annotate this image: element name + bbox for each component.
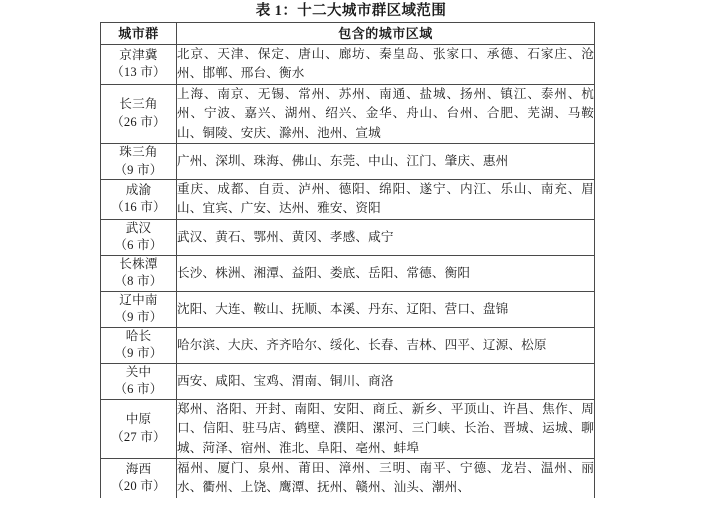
city-cluster-label: 京津冀 bbox=[119, 47, 158, 62]
cell-city-cluster-name bbox=[101, 180, 177, 220]
table-row bbox=[101, 219, 595, 255]
cell-city-list: 沈阳、大连、鞍山、抚顺、本溪、丹东、辽阳、营口、盘锦 bbox=[177, 291, 595, 327]
table-container bbox=[100, 22, 594, 498]
city-cluster-label: 长株潭 bbox=[119, 256, 158, 271]
city-cluster-label: 珠三角 bbox=[119, 145, 158, 160]
city-cluster-label: 成渝 bbox=[125, 182, 152, 197]
city-cluster-label: 长三角 bbox=[119, 97, 158, 112]
city-count-label: （9 市） bbox=[114, 346, 163, 361]
city-count-label: （20 市） bbox=[111, 479, 166, 494]
city-count-label: （8 市） bbox=[114, 274, 163, 289]
table-row bbox=[101, 84, 595, 143]
table-row bbox=[101, 255, 595, 291]
table-row bbox=[101, 399, 595, 458]
cell-city-cluster-name bbox=[101, 363, 177, 399]
cell-city-list: 郑州、洛阳、开封、南阳、安阳、商丘、新乡、平顶山、许昌、焦作、周口、信阳、驻马店、鹤壁、濮阳、漯河、三门峡、长治、晋城、运城、聊城、菏泽、宿州、淮北、阜阳、亳州、蚌埠 bbox=[177, 399, 595, 458]
cell-city-list: 哈尔滨、大庆、齐齐哈尔、绥化、长春、吉林、四平、辽源、松原 bbox=[177, 327, 595, 363]
cell-city-list: 武汉、黄石、鄂州、黄冈、孝感、咸宁 bbox=[177, 219, 595, 255]
table-body bbox=[101, 45, 595, 498]
city-cluster-label: 哈长 bbox=[125, 328, 152, 343]
table-row bbox=[101, 144, 595, 180]
city-count-label: （13 市） bbox=[111, 65, 166, 80]
column-header-cities: 包含的城市区域 bbox=[177, 23, 595, 45]
cell-city-cluster-name bbox=[101, 399, 177, 458]
city-count-label: （16 市） bbox=[111, 200, 166, 215]
cell-city-cluster-name bbox=[101, 459, 177, 498]
cell-city-list: 上海、南京、无锡、常州、苏州、南通、盐城、扬州、镇江、泰州、杭州、宁波、嘉兴、湖州、绍兴、金华、舟山、台州、合肥、芜湖、马鞍山、铜陵、安庆、滁州、池州、宣城 bbox=[177, 84, 595, 143]
cell-city-list: 广州、深圳、珠海、佛山、东莞、中山、江门、肇庆、惠州 bbox=[177, 144, 595, 180]
cell-city-cluster-name bbox=[101, 219, 177, 255]
table-header bbox=[101, 23, 595, 45]
city-cluster-table bbox=[100, 22, 595, 498]
city-count-label: （26 市） bbox=[111, 114, 166, 129]
cell-city-cluster-name bbox=[101, 144, 177, 180]
table-row bbox=[101, 363, 595, 399]
cell-city-list: 福州、厦门、泉州、莆田、漳州、三明、南平、宁德、龙岩、温州、丽水、衢州、上饶、鹰潭、抚州、赣州、汕头、潮州、 bbox=[177, 459, 595, 498]
cell-city-cluster-name bbox=[101, 255, 177, 291]
city-cluster-label: 中原 bbox=[125, 412, 152, 427]
table-header-row bbox=[101, 23, 595, 45]
cell-city-cluster-name bbox=[101, 45, 177, 85]
city-count-label: （27 市） bbox=[111, 429, 166, 444]
cell-city-list: 北京、天津、保定、唐山、廊坊、秦皇岛、张家口、承德、石家庄、沧州、邯郸、邢台、衡水 bbox=[177, 45, 595, 85]
city-cluster-label: 关中 bbox=[125, 364, 152, 379]
cell-city-list: 长沙、株洲、湘潭、益阳、娄底、岳阳、常德、衡阳 bbox=[177, 255, 595, 291]
table-row bbox=[101, 45, 595, 85]
city-count-label: （9 市） bbox=[114, 310, 163, 325]
column-header-group: 城市群 bbox=[101, 23, 177, 45]
cell-city-cluster-name bbox=[101, 84, 177, 143]
cell-city-cluster-name bbox=[101, 327, 177, 363]
table-row bbox=[101, 180, 595, 220]
table-row bbox=[101, 459, 595, 498]
cell-city-list: 重庆、成都、自贡、泸州、德阳、绵阳、遂宁、内江、乐山、南充、眉山、宜宾、广安、达州、雅安、资阳 bbox=[177, 180, 595, 220]
city-cluster-label: 辽中南 bbox=[119, 292, 158, 307]
city-cluster-label: 武汉 bbox=[125, 220, 152, 235]
table-row bbox=[101, 291, 595, 327]
city-count-label: （9 市） bbox=[114, 162, 163, 177]
page-title: 表 1：十二大城市群区域范围 bbox=[255, 3, 447, 19]
city-cluster-label: 海西 bbox=[125, 461, 152, 476]
table-row bbox=[101, 327, 595, 363]
city-count-label: （6 市） bbox=[114, 382, 163, 397]
cell-city-list: 西安、咸阳、宝鸡、渭南、铜川、商洛 bbox=[177, 363, 595, 399]
city-count-label: （6 市） bbox=[114, 238, 163, 253]
cell-city-cluster-name bbox=[101, 291, 177, 327]
